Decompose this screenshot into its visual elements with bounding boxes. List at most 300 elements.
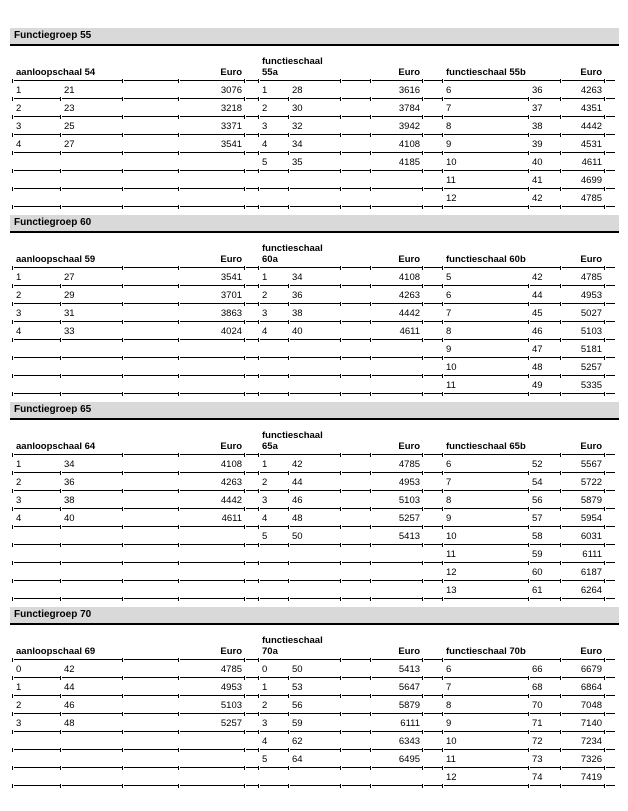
col-header-euro: Euro bbox=[562, 633, 604, 660]
spacer-cell bbox=[342, 491, 370, 509]
functiegroep-section-60 bbox=[10, 215, 619, 394]
table-cell: 3 bbox=[14, 304, 60, 322]
spacer-cell bbox=[424, 189, 442, 207]
table-cell bbox=[14, 376, 60, 394]
table-row bbox=[14, 491, 615, 509]
table-cell: 4108 bbox=[180, 455, 244, 473]
salary-scale-table bbox=[12, 54, 617, 207]
table-cell: 0 bbox=[260, 660, 288, 678]
spacer-cell bbox=[342, 714, 370, 732]
spacer-cell bbox=[606, 455, 615, 473]
table-cell bbox=[372, 171, 422, 189]
spacer-cell bbox=[246, 750, 258, 768]
table-cell bbox=[290, 545, 340, 563]
spacer-cell bbox=[342, 678, 370, 696]
table-row bbox=[14, 304, 615, 322]
table-cell: 4 bbox=[14, 135, 60, 153]
col-header-functieschaal-a: functieschaal 70a bbox=[260, 633, 340, 660]
table-cell: 12 bbox=[444, 768, 528, 786]
table-cell: 2 bbox=[14, 696, 60, 714]
spacer-cell bbox=[124, 768, 178, 786]
spacer-cell bbox=[606, 491, 615, 509]
table-cell: 10 bbox=[444, 358, 528, 376]
table-cell: 50 bbox=[290, 527, 340, 545]
table-cell: 2 bbox=[14, 473, 60, 491]
table-cell bbox=[14, 581, 60, 599]
section-title-bar bbox=[10, 28, 619, 46]
table-cell: 4785 bbox=[562, 189, 604, 207]
col-header-aanloopschaal: aanloopschaal 54 bbox=[14, 54, 122, 81]
spacer-cell bbox=[342, 509, 370, 527]
col-header-euro: Euro bbox=[372, 633, 422, 660]
table-cell: 1 bbox=[14, 268, 60, 286]
table-cell: 7140 bbox=[562, 714, 604, 732]
spacer-cell bbox=[124, 732, 178, 750]
table-cell: 6 bbox=[444, 455, 528, 473]
spacer-cell bbox=[342, 376, 370, 394]
col-header-aanloopschaal: aanloopschaal 69 bbox=[14, 633, 122, 660]
table-cell: 34 bbox=[290, 135, 340, 153]
spacer-cell bbox=[606, 428, 615, 455]
table-cell: 0 bbox=[14, 660, 60, 678]
table-cell: 9 bbox=[444, 509, 528, 527]
spacer-cell bbox=[246, 509, 258, 527]
spacer-cell bbox=[424, 660, 442, 678]
spacer-cell bbox=[424, 633, 442, 660]
spacer-cell bbox=[424, 732, 442, 750]
table-cell: 40 bbox=[62, 509, 122, 527]
spacer-cell bbox=[246, 732, 258, 750]
table-cell: 3 bbox=[260, 491, 288, 509]
table-cell: 44 bbox=[62, 678, 122, 696]
spacer-cell bbox=[124, 714, 178, 732]
table-cell: 6111 bbox=[562, 545, 604, 563]
spacer-cell bbox=[246, 581, 258, 599]
table-cell: 4442 bbox=[180, 491, 244, 509]
table-cell: 7 bbox=[444, 304, 528, 322]
table-cell: 1 bbox=[14, 81, 60, 99]
table-cell: 3541 bbox=[180, 268, 244, 286]
table-cell: 10 bbox=[444, 527, 528, 545]
spacer-cell bbox=[246, 428, 258, 455]
spacer-cell bbox=[606, 527, 615, 545]
spacer-cell bbox=[246, 678, 258, 696]
spacer-cell bbox=[424, 153, 442, 171]
spacer-cell bbox=[124, 678, 178, 696]
table-cell: 2 bbox=[14, 286, 60, 304]
table-cell: 4263 bbox=[180, 473, 244, 491]
table-cell: 3 bbox=[14, 491, 60, 509]
table-cell: 11 bbox=[444, 376, 528, 394]
table-cell: 2 bbox=[260, 99, 288, 117]
spacer-cell bbox=[342, 428, 370, 455]
spacer-cell bbox=[124, 696, 178, 714]
table-cell: 4 bbox=[260, 509, 288, 527]
table-row bbox=[14, 268, 615, 286]
col-header-euro: Euro bbox=[562, 54, 604, 81]
spacer-cell bbox=[124, 545, 178, 563]
spacer-cell bbox=[606, 696, 615, 714]
table-cell: 4442 bbox=[562, 117, 604, 135]
table-cell bbox=[290, 768, 340, 786]
table-cell: 5257 bbox=[562, 358, 604, 376]
table-row bbox=[14, 358, 615, 376]
table-cell bbox=[180, 171, 244, 189]
spacer-cell bbox=[606, 54, 615, 81]
table-cell bbox=[14, 171, 60, 189]
table-cell: 5 bbox=[444, 268, 528, 286]
spacer-cell bbox=[424, 509, 442, 527]
spacer-cell bbox=[124, 581, 178, 599]
table-cell: 5 bbox=[260, 750, 288, 768]
spacer-cell bbox=[342, 81, 370, 99]
table-cell: 72 bbox=[530, 732, 560, 750]
table-cell: 4611 bbox=[562, 153, 604, 171]
table-cell: 42 bbox=[530, 189, 560, 207]
table-cell: 4611 bbox=[372, 322, 422, 340]
spacer-cell bbox=[124, 455, 178, 473]
spacer-cell bbox=[606, 304, 615, 322]
table-cell: 1 bbox=[260, 81, 288, 99]
spacer-cell bbox=[342, 268, 370, 286]
spacer-cell bbox=[342, 696, 370, 714]
table-cell: 34 bbox=[62, 455, 122, 473]
table-header-row bbox=[14, 428, 615, 455]
spacer-cell bbox=[246, 633, 258, 660]
table-row bbox=[14, 696, 615, 714]
spacer-cell bbox=[424, 696, 442, 714]
table-cell bbox=[260, 563, 288, 581]
table-cell: 4953 bbox=[562, 286, 604, 304]
spacer-cell bbox=[606, 750, 615, 768]
spacer-cell bbox=[342, 135, 370, 153]
table-header-row bbox=[14, 633, 615, 660]
table-cell bbox=[62, 171, 122, 189]
spacer-cell bbox=[124, 304, 178, 322]
table-cell bbox=[62, 527, 122, 545]
table-row bbox=[14, 286, 615, 304]
table-cell: 8 bbox=[444, 322, 528, 340]
table-row bbox=[14, 768, 615, 786]
table-cell: 5103 bbox=[562, 322, 604, 340]
table-cell bbox=[14, 189, 60, 207]
table-row bbox=[14, 714, 615, 732]
spacer-cell bbox=[606, 135, 615, 153]
table-cell bbox=[180, 153, 244, 171]
table-cell: 28 bbox=[290, 81, 340, 99]
table-row bbox=[14, 340, 615, 358]
table-cell: 2 bbox=[260, 696, 288, 714]
table-cell: 4108 bbox=[372, 135, 422, 153]
table-cell: 5879 bbox=[562, 491, 604, 509]
table-cell bbox=[180, 563, 244, 581]
table-cell: 61 bbox=[530, 581, 560, 599]
table-header-row bbox=[14, 241, 615, 268]
table-cell: 44 bbox=[530, 286, 560, 304]
spacer-cell bbox=[424, 750, 442, 768]
table-cell: 37 bbox=[530, 99, 560, 117]
col-header-functieschaal-b: functieschaal 65b bbox=[444, 428, 560, 455]
salary-scale-table bbox=[12, 428, 617, 599]
spacer-cell bbox=[342, 153, 370, 171]
table-cell: 38 bbox=[530, 117, 560, 135]
table-cell: 5413 bbox=[372, 527, 422, 545]
table-cell: 7048 bbox=[562, 696, 604, 714]
spacer-cell bbox=[342, 545, 370, 563]
spacer-cell bbox=[342, 473, 370, 491]
table-cell bbox=[260, 768, 288, 786]
spacer-cell bbox=[424, 358, 442, 376]
table-cell bbox=[62, 358, 122, 376]
table-cell: 41 bbox=[530, 171, 560, 189]
table-cell: 11 bbox=[444, 750, 528, 768]
section-title-bar bbox=[10, 402, 619, 420]
table-cell: 36 bbox=[290, 286, 340, 304]
col-header-functieschaal-a: functieschaal 55a bbox=[260, 54, 340, 81]
spacer-cell bbox=[246, 54, 258, 81]
spacer-cell bbox=[424, 768, 442, 786]
table-cell: 11 bbox=[444, 545, 528, 563]
table-cell: 53 bbox=[290, 678, 340, 696]
table-cell: 5335 bbox=[562, 376, 604, 394]
spacer-cell bbox=[424, 286, 442, 304]
table-cell: 5413 bbox=[372, 660, 422, 678]
spacer-cell bbox=[606, 268, 615, 286]
table-cell: 42 bbox=[290, 455, 340, 473]
table-cell bbox=[62, 545, 122, 563]
table-cell bbox=[14, 563, 60, 581]
table-cell: 27 bbox=[62, 135, 122, 153]
table-cell: 40 bbox=[290, 322, 340, 340]
table-cell bbox=[290, 581, 340, 599]
table-cell: 4699 bbox=[562, 171, 604, 189]
table-cell: 3701 bbox=[180, 286, 244, 304]
spacer-cell bbox=[342, 304, 370, 322]
spacer-cell bbox=[246, 99, 258, 117]
table-cell: 3218 bbox=[180, 99, 244, 117]
table-row bbox=[14, 171, 615, 189]
table-cell: 10 bbox=[444, 732, 528, 750]
table-cell: 58 bbox=[530, 527, 560, 545]
spacer-cell bbox=[124, 428, 178, 455]
spacer-cell bbox=[124, 99, 178, 117]
spacer-cell bbox=[424, 678, 442, 696]
table-cell: 4611 bbox=[180, 509, 244, 527]
spacer-cell bbox=[606, 171, 615, 189]
spacer-cell bbox=[424, 527, 442, 545]
spacer-cell bbox=[246, 455, 258, 473]
spacer-cell bbox=[606, 322, 615, 340]
spacer-cell bbox=[342, 633, 370, 660]
table-cell: 33 bbox=[62, 322, 122, 340]
spacer-cell bbox=[342, 99, 370, 117]
table-cell: 5027 bbox=[562, 304, 604, 322]
section-title: Functiegroep 60 bbox=[14, 217, 92, 228]
table-cell bbox=[260, 171, 288, 189]
table-cell bbox=[180, 189, 244, 207]
table-cell: 57 bbox=[530, 509, 560, 527]
table-cell: 5954 bbox=[562, 509, 604, 527]
table-cell: 4024 bbox=[180, 322, 244, 340]
table-cell: 7 bbox=[444, 473, 528, 491]
table-cell: 45 bbox=[530, 304, 560, 322]
table-cell bbox=[14, 340, 60, 358]
table-cell bbox=[372, 340, 422, 358]
table-cell bbox=[180, 732, 244, 750]
spacer-cell bbox=[124, 171, 178, 189]
table-cell: 5181 bbox=[562, 340, 604, 358]
table-cell: 44 bbox=[290, 473, 340, 491]
spacer-cell bbox=[424, 171, 442, 189]
table-cell bbox=[180, 358, 244, 376]
table-row bbox=[14, 563, 615, 581]
table-cell: 66 bbox=[530, 660, 560, 678]
table-cell bbox=[372, 563, 422, 581]
table-cell: 3541 bbox=[180, 135, 244, 153]
spacer-cell bbox=[424, 81, 442, 99]
table-cell: 6679 bbox=[562, 660, 604, 678]
spacer-cell bbox=[246, 696, 258, 714]
table-cell: 42 bbox=[62, 660, 122, 678]
table-row bbox=[14, 545, 615, 563]
table-cell: 3 bbox=[14, 714, 60, 732]
spacer-cell bbox=[342, 768, 370, 786]
table-cell bbox=[62, 153, 122, 171]
spacer-cell bbox=[606, 189, 615, 207]
spacer-cell bbox=[246, 304, 258, 322]
spacer-cell bbox=[342, 117, 370, 135]
table-cell: 23 bbox=[62, 99, 122, 117]
table-cell bbox=[260, 340, 288, 358]
table-cell: 6187 bbox=[562, 563, 604, 581]
table-cell bbox=[14, 153, 60, 171]
col-header-euro: Euro bbox=[372, 241, 422, 268]
table-cell: 6111 bbox=[372, 714, 422, 732]
spacer-cell bbox=[124, 81, 178, 99]
table-cell bbox=[372, 768, 422, 786]
table-cell: 3 bbox=[260, 714, 288, 732]
table-cell: 40 bbox=[530, 153, 560, 171]
table-row bbox=[14, 750, 615, 768]
table-cell: 46 bbox=[530, 322, 560, 340]
table-cell bbox=[180, 376, 244, 394]
table-cell: 21 bbox=[62, 81, 122, 99]
table-row bbox=[14, 81, 615, 99]
table-cell: 5103 bbox=[180, 696, 244, 714]
table-cell: 3784 bbox=[372, 99, 422, 117]
spacer-cell bbox=[424, 241, 442, 268]
spacer-cell bbox=[246, 473, 258, 491]
table-cell: 4785 bbox=[372, 455, 422, 473]
functiegroep-section-55 bbox=[10, 28, 619, 207]
table-cell: 4953 bbox=[180, 678, 244, 696]
spacer-cell bbox=[246, 340, 258, 358]
table-cell: 36 bbox=[62, 473, 122, 491]
table-cell: 4351 bbox=[562, 99, 604, 117]
table-row bbox=[14, 117, 615, 135]
table-cell: 5103 bbox=[372, 491, 422, 509]
spacer-cell bbox=[342, 358, 370, 376]
table-cell: 7234 bbox=[562, 732, 604, 750]
spacer-cell bbox=[124, 491, 178, 509]
table-cell: 3942 bbox=[372, 117, 422, 135]
table-row bbox=[14, 99, 615, 117]
table-cell: 4785 bbox=[180, 660, 244, 678]
spacer-cell bbox=[424, 545, 442, 563]
table-cell bbox=[62, 340, 122, 358]
spacer-cell bbox=[124, 241, 178, 268]
table-cell: 4263 bbox=[562, 81, 604, 99]
spacer-cell bbox=[246, 491, 258, 509]
spacer-cell bbox=[124, 660, 178, 678]
table-cell bbox=[180, 545, 244, 563]
table-cell: 2 bbox=[260, 473, 288, 491]
table-cell: 6264 bbox=[562, 581, 604, 599]
table-cell: 6 bbox=[444, 286, 528, 304]
salary-scale-table bbox=[12, 241, 617, 394]
spacer-cell bbox=[124, 358, 178, 376]
table-cell bbox=[14, 527, 60, 545]
spacer-cell bbox=[246, 117, 258, 135]
col-header-euro: Euro bbox=[180, 54, 244, 81]
spacer-cell bbox=[124, 473, 178, 491]
table-cell: 6 bbox=[444, 81, 528, 99]
table-cell bbox=[372, 189, 422, 207]
table-cell bbox=[62, 563, 122, 581]
table-cell bbox=[62, 189, 122, 207]
spacer-cell bbox=[124, 322, 178, 340]
spacer-cell bbox=[424, 491, 442, 509]
table-cell: 49 bbox=[530, 376, 560, 394]
spacer-cell bbox=[342, 750, 370, 768]
spacer-cell bbox=[246, 358, 258, 376]
table-cell: 4 bbox=[260, 732, 288, 750]
table-cell: 4531 bbox=[562, 135, 604, 153]
table-cell: 32 bbox=[290, 117, 340, 135]
table-cell: 64 bbox=[290, 750, 340, 768]
table-cell: 5647 bbox=[372, 678, 422, 696]
table-cell bbox=[260, 581, 288, 599]
table-cell: 59 bbox=[530, 545, 560, 563]
table-cell: 48 bbox=[530, 358, 560, 376]
table-cell bbox=[62, 732, 122, 750]
table-cell: 59 bbox=[290, 714, 340, 732]
table-cell bbox=[62, 581, 122, 599]
col-header-aanloopschaal: aanloopschaal 59 bbox=[14, 241, 122, 268]
spacer-cell bbox=[342, 322, 370, 340]
spacer-cell bbox=[606, 153, 615, 171]
table-cell: 31 bbox=[62, 304, 122, 322]
table-cell: 7 bbox=[444, 678, 528, 696]
spacer-cell bbox=[606, 99, 615, 117]
table-cell: 30 bbox=[290, 99, 340, 117]
table-cell: 5257 bbox=[180, 714, 244, 732]
table-row bbox=[14, 189, 615, 207]
table-row bbox=[14, 135, 615, 153]
table-cell bbox=[290, 376, 340, 394]
table-cell: 3863 bbox=[180, 304, 244, 322]
table-cell bbox=[290, 563, 340, 581]
spacer-cell bbox=[342, 527, 370, 545]
spacer-cell bbox=[342, 189, 370, 207]
table-cell: 1 bbox=[14, 455, 60, 473]
table-cell bbox=[290, 171, 340, 189]
table-cell: 11 bbox=[444, 171, 528, 189]
table-cell: 2 bbox=[260, 286, 288, 304]
spacer-cell bbox=[342, 286, 370, 304]
spacer-cell bbox=[606, 509, 615, 527]
table-cell: 48 bbox=[290, 509, 340, 527]
